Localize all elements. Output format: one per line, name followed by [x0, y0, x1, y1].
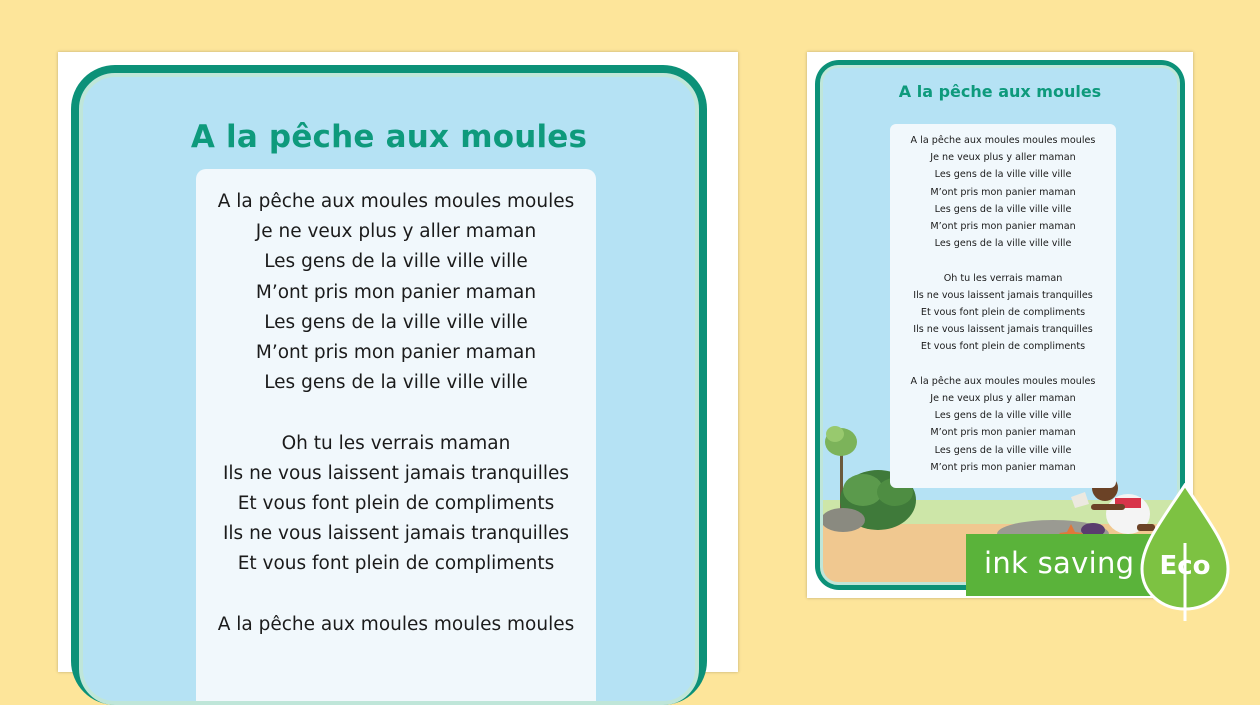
small-lyric-line: Et vous font plein de compliments	[920, 341, 1086, 353]
small-stanza	[890, 132, 1116, 252]
small-page-panel	[820, 65, 1180, 585]
large-page-panel	[79, 73, 699, 705]
small-lyric-line: Et vous font plein de compliments	[920, 307, 1086, 319]
large-lyric-line: Les gens de la ville ville ville	[264, 372, 528, 394]
large-lyric-line: M’ont pris mon panier maman	[255, 342, 537, 364]
small-lyric-line: A la pêche aux moules moules moules	[910, 375, 1096, 387]
small-page-frame	[815, 60, 1185, 590]
small-lyrics-card	[890, 124, 1116, 488]
large-lyric-line: Je ne veux plus y aller maman	[255, 221, 537, 243]
large-lyric-line: A la pêche aux moules moules moules	[217, 613, 575, 635]
small-lyric-line: Ils ne vous laissent jamais tranquilles	[913, 289, 1093, 301]
large-lyrics-card	[196, 169, 596, 705]
small-preview-page	[807, 52, 1193, 598]
large-page-frame	[71, 65, 707, 705]
small-lyric-line: Je ne veux plus y aller maman	[930, 152, 1076, 164]
small-page-title: A la pêche aux moules	[898, 82, 1102, 101]
ink-saving-label: ink saving	[984, 546, 1135, 580]
small-lyric-line: Ils ne vous laissent jamais tranquilles	[913, 324, 1093, 336]
small-lyric-line: M’ont pris mon panier maman	[930, 427, 1076, 439]
large-lyric-line: Et vous font plein de compliments	[237, 553, 555, 575]
large-stanza	[196, 429, 596, 580]
large-page-title: A la pêche aux moules	[190, 119, 588, 155]
small-lyrics	[890, 124, 1116, 476]
large-lyric-line: Oh tu les verrais maman	[281, 432, 511, 454]
small-lyric-line: M’ont pris mon panier maman	[930, 186, 1076, 198]
small-lyric-line: Les gens de la ville ville ville	[934, 410, 1072, 422]
large-stanza	[196, 187, 596, 398]
large-preview-page	[58, 52, 738, 672]
small-lyric-line: Les gens de la ville ville ville	[934, 169, 1072, 181]
small-lyric-line: Les gens de la ville ville ville	[934, 203, 1072, 215]
large-lyric-line: Ils ne vous laissent jamais tranquilles	[222, 523, 570, 545]
small-lyric-line: Je ne veux plus y aller maman	[930, 393, 1076, 405]
large-lyric-line: Les gens de la ville ville ville	[264, 311, 528, 333]
eco-leaf-label: Eco	[1159, 551, 1211, 581]
small-lyric-line: M’ont pris mon panier maman	[930, 461, 1076, 473]
small-lyric-line: M’ont pris mon panier maman	[930, 221, 1076, 233]
small-lyric-line: Oh tu les verrais maman	[943, 272, 1063, 284]
large-lyric-line: Les gens de la ville ville ville	[264, 251, 528, 273]
small-lyric-line: A la pêche aux moules moules moules	[910, 135, 1096, 146]
large-stanza	[196, 610, 596, 640]
large-lyric-line: Et vous font plein de compliments	[237, 493, 555, 515]
large-lyric-line: M’ont pris mon panier maman	[255, 281, 537, 303]
large-lyric-line: A la pêche aux moules moules moules	[217, 191, 575, 212]
eco-leaf-icon	[1140, 483, 1230, 623]
small-lyric-line: Les gens de la ville ville ville	[934, 444, 1072, 456]
large-lyric-line: Ils ne vous laissent jamais tranquilles	[222, 462, 570, 484]
small-stanza	[890, 373, 1116, 476]
large-lyrics	[196, 169, 596, 640]
small-stanza	[890, 270, 1116, 356]
small-lyric-line: Les gens de la ville ville ville	[934, 238, 1072, 250]
